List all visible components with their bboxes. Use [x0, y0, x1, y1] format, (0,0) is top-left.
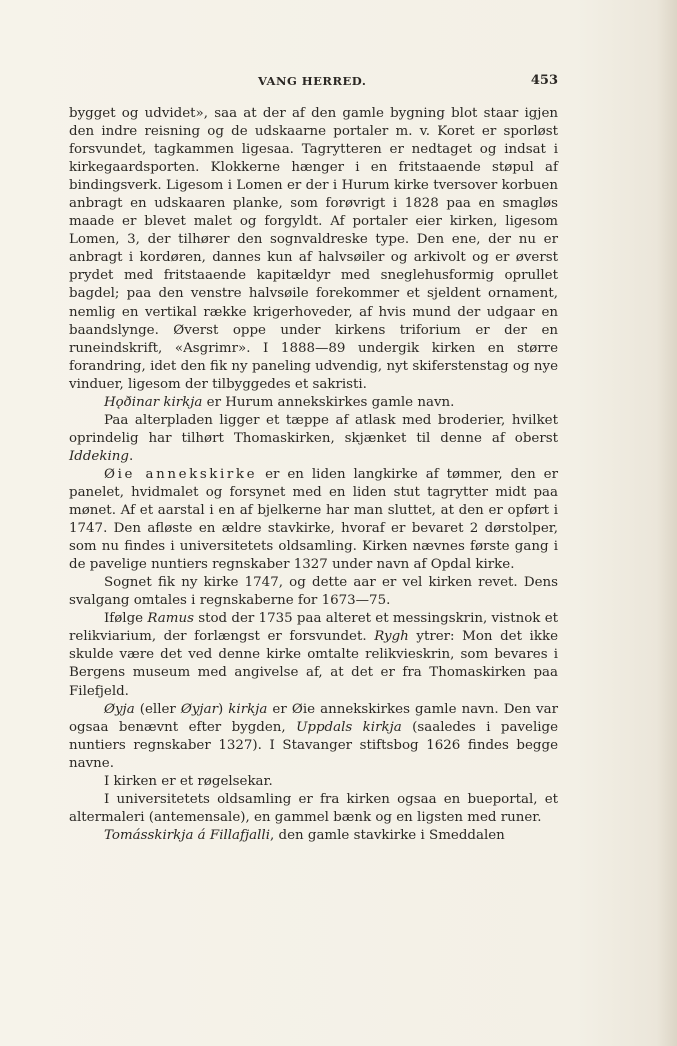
text-run: (saaledes i pavelige nuntiers regnskaber 1327). I Stavanger stiftsbog 1626 findes begge navne.	[69, 719, 559, 771]
spaced-run: Øie annekskirke	[104, 466, 258, 482]
page-number: 453	[530, 73, 558, 88]
paragraph	[69, 466, 558, 574]
text-run: Paa alterpladen ligger et tæppe af atlask med broderier, hvilket oprindelig har tilhørt Thomaskirken, skjænket til denne af oberst	[69, 412, 558, 446]
text-run: )	[217, 701, 229, 717]
italic-run: Iddeking	[69, 448, 129, 464]
text-run: bygget og udvidet», saa at der af den gamle bygning blot staar igjen den indre reisning og de udskaarne portaler m. v. Koret er sporløst forsvundet, tagkammen ligesaa. Tagrytteren er nedtaget og indsat i kirkegaardsporten. Klokkerne hænger i en fritstaaende støpul af bindingsverk. Ligesom i Lomen er der i Hurum kirke tversover korbuen anbragt en udskaaren planke, som forøvrigt i 1828 paa en smagløs maade er blevet malet og forgyldt. Af portaler eier kirken, ligesom Lomen, 3, der tilhører den sognvaldreske type. Den ene, der nu er anbragt i kordøren, dannes kun af halvsøiler og arkivolt og er øverst prydet med fritstaaende kapitældyr med sneglehusformig oprullet bagdel; paa den venstre halvsøile forekommer et sjeldent ornament, nemlig en vertikal række krigerhoveder, af hvis mund der udgaar en baandslynge. Øverst oppe under kirkens triforium er der en runeindskrift, «Asgrimr». I 1888—89 undergik kirken en større forandring, idet den fik ny paneling udvendig, nyt skiferstenstag og nye vinduer, ligesom der tilbyggedes et sakristi.	[69, 106, 558, 392]
text-run: er Øie annekskirkes gamle navn. Den var ogsaa benævnt efter bygden,	[69, 701, 559, 735]
italic-run: Øyjar	[180, 701, 218, 717]
italic-run: Rygh	[374, 629, 409, 645]
text-run: (eller	[134, 701, 181, 717]
paragraph	[69, 827, 558, 845]
header-title: VANG HERRED.	[258, 74, 367, 88]
paragraph	[69, 394, 558, 412]
italic-run: kirkja	[228, 701, 268, 717]
italic-run: Ramus	[147, 611, 194, 627]
text-run: er Hurum annekskirkes gamle navn.	[202, 394, 455, 410]
text-run: er en liden langkirke af tømmer, den er panelet, hvidmalet og forsynet med en liden stut tagrytter midt paa mønet. Af et aarstal i en af bjelkerne har man sluttet, at den er opført i 1747. Den afløste en ældre stavkirke, hvoraf er bevaret 2 dørstolper, som nu findes i universitetets oldsamling. Kirken nævnes første gang i de pavelige nuntiers regnskaber 1327 under navn af Opdal kirke.	[69, 466, 558, 573]
italic-run: Hǫðinar kirkja	[104, 394, 203, 410]
paragraph	[69, 574, 558, 610]
italic-run: Uppdals kirkja	[296, 719, 402, 735]
paragraph	[69, 105, 558, 394]
text-run: , den gamle stavkirke i Smeddalen	[269, 827, 505, 843]
running-header	[70, 74, 558, 90]
paragraph	[69, 773, 558, 791]
body-text	[69, 105, 558, 845]
paragraph	[69, 701, 558, 773]
italic-run: Øyja	[104, 701, 135, 717]
italic-run: Tomásskirkja á Fillafjalli	[104, 827, 270, 843]
text-run: I kirken er et røgelsekar.	[104, 773, 273, 789]
text-run: I universitetets oldsamling er fra kirken ogsaa en bueportal, et altermaleri (antemensale), en gammel bænk og en ligsten med runer.	[69, 791, 558, 825]
text-run: stod der 1735 paa alteret et messingskrin, vistnok et relikviarium, der forlængst er forsvundet.	[69, 611, 559, 645]
text-run: ytrer: Mon det ikke skulde være det ved denne kirke omtalte relikvieskrin, som bevares i Bergens museum med angivelse af, at det er fra Thomaskirken paa Filefjeld.	[69, 629, 558, 699]
text-run: .	[128, 448, 134, 464]
text-run: Ifølge	[104, 611, 148, 627]
paragraph	[69, 412, 558, 466]
paragraph	[69, 610, 558, 700]
text-run: Sognet fik ny kirke 1747, og dette aar er vel kirken revet. Dens svalgang omtales i regnskaberne for 1673—75.	[69, 575, 558, 609]
paragraph	[69, 791, 558, 827]
